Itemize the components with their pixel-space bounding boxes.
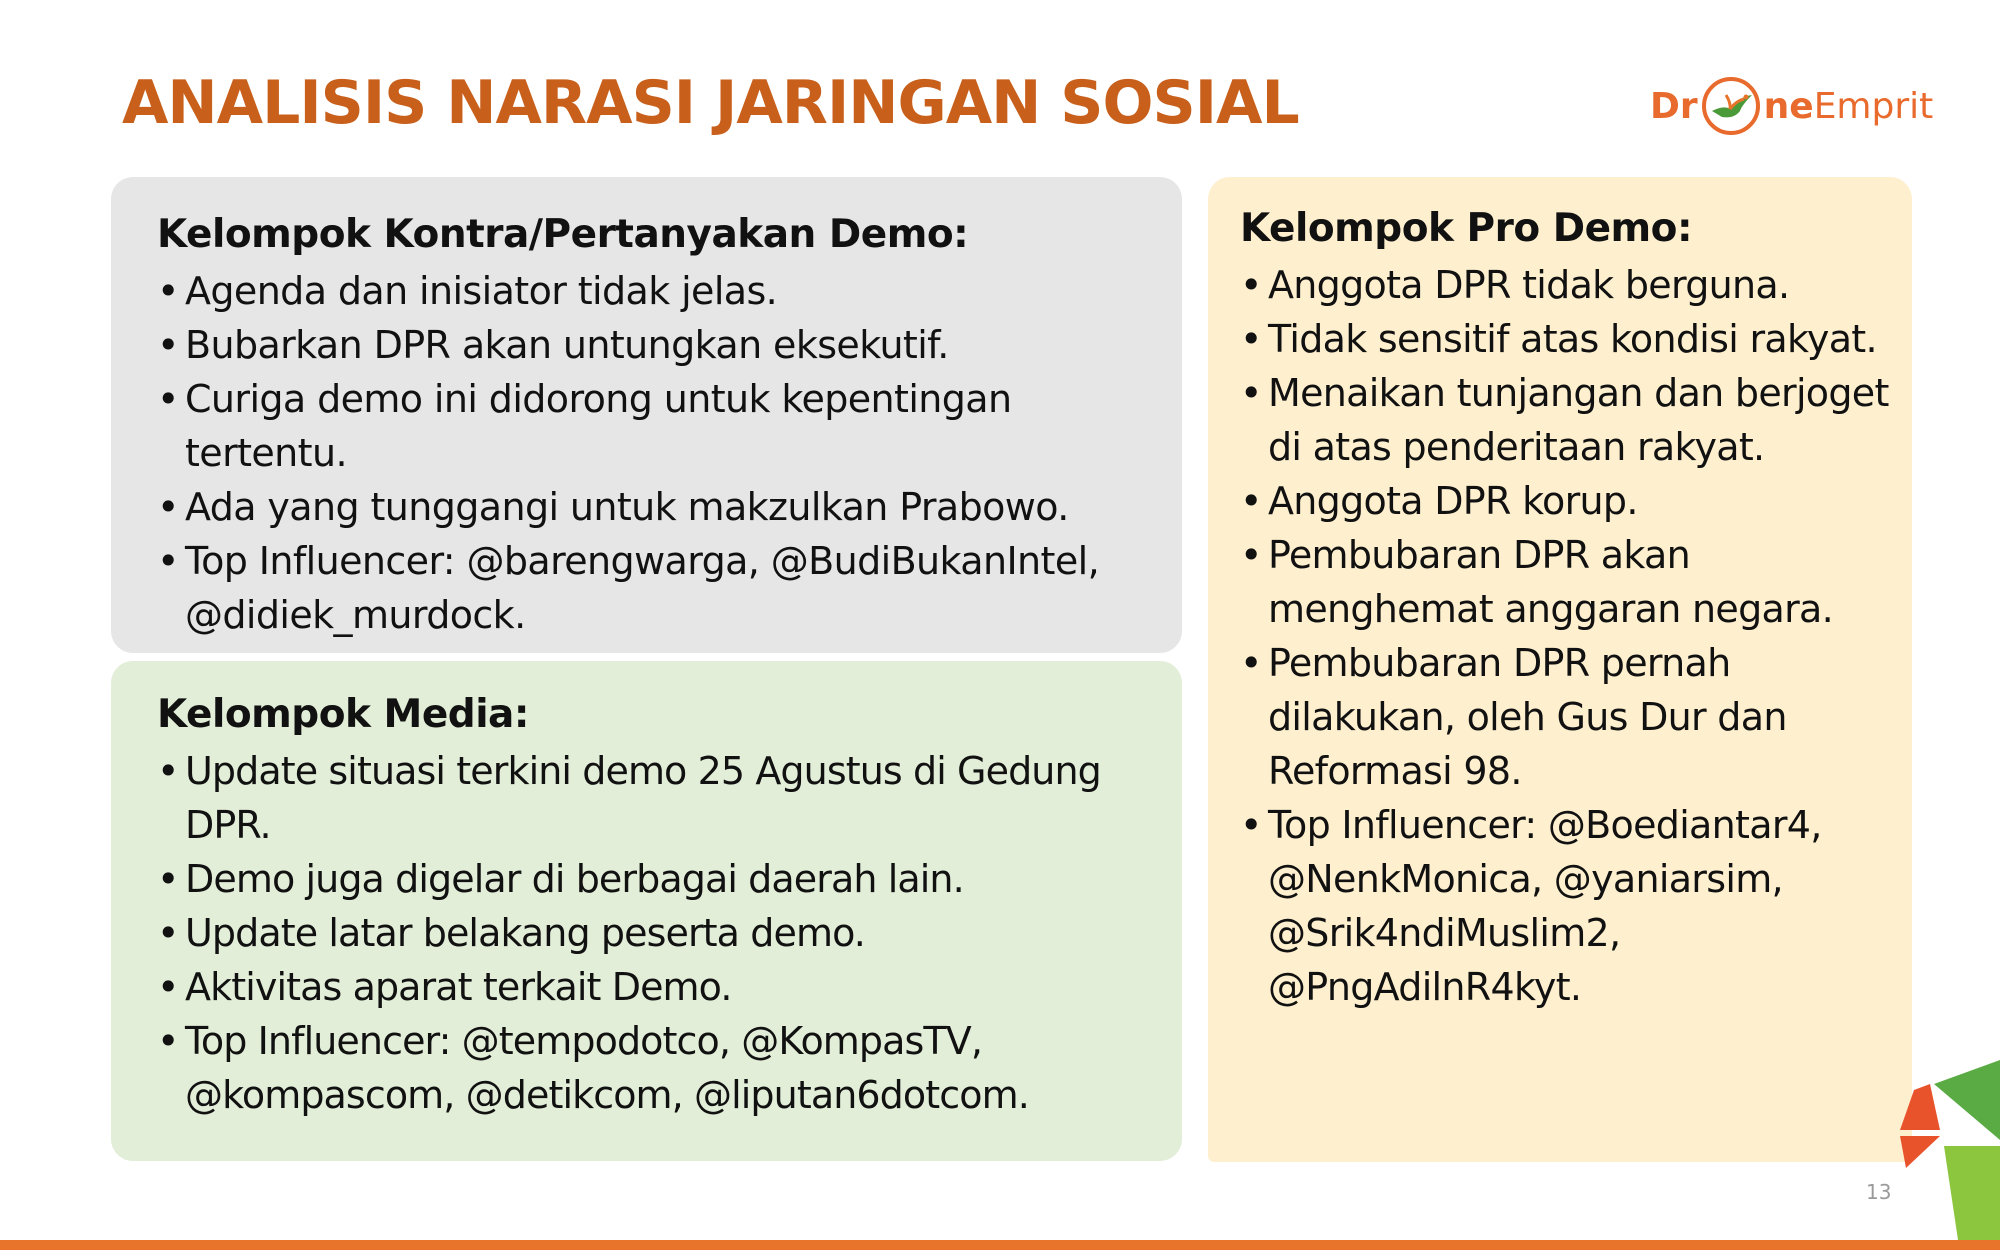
list-item: • Pembubaran DPR pernah dilakukan, oleh Gus Dur dan Reformasi 98. — [1240, 641, 1787, 793]
pro-group-panel — [1208, 177, 1912, 1162]
list-item: • Anggota DPR tidak berguna. — [1240, 263, 1790, 307]
list-item: • Update situasi terkini demo 25 Agustus di Gedung DPR. — [157, 749, 1101, 847]
media-list — [157, 744, 1162, 1122]
list-item: • Update latar belakang peserta demo. — [157, 911, 865, 955]
media-heading: Kelompok Media: — [157, 692, 529, 737]
logo-text-part3: Emprit — [1813, 85, 1934, 127]
list-item: • Top Influencer: @Boediantar4, @NenkMonica, @yaniarsim, @Srik4ndiMuslim2, @PngAdilnR4kyt. — [1240, 803, 1822, 1009]
media-group-panel — [111, 661, 1182, 1161]
logo-text-part1: Dr — [1650, 85, 1698, 127]
kontra-group-panel — [111, 177, 1182, 653]
page-number: 13 — [1866, 1180, 1892, 1204]
list-item: • Ada yang tunggangi untuk makzulkan Prabowo. — [157, 485, 1069, 529]
list-item: • Anggota DPR korup. — [1240, 479, 1638, 523]
corner-decoration-icon — [1900, 1050, 2000, 1240]
list-item: • Agenda dan inisiator tidak jelas. — [157, 269, 778, 313]
list-item: • Tidak sensitif atas kondisi rakyat. — [1240, 317, 1877, 361]
list-item: • Aktivitas aparat terkait Demo. — [157, 965, 732, 1009]
list-item: • Top Influencer: @tempodotco, @KompasTV, @kompascom, @detikcom, @liputan6dotcom. — [157, 1019, 1029, 1117]
list-item: • Top Influencer: @barengwarga, @BudiBukanIntel, @didiek_murdock. — [157, 539, 1100, 637]
kontra-heading: Kelompok Kontra/Pertanyakan Demo: — [157, 212, 969, 257]
drone-bird-icon — [1700, 75, 1762, 137]
drone-emprit-logo — [1650, 72, 1933, 140]
list-item: • Curiga demo ini didorong untuk kepentingan tertentu. — [157, 377, 1012, 475]
list-item: • Demo juga digelar di berbagai daerah lain. — [157, 857, 964, 901]
bottom-accent-bar — [0, 1240, 2000, 1250]
logo-text-part2: ne — [1763, 85, 1814, 127]
page-title: ANALISIS NARASI JARINGAN SOSIAL — [122, 68, 1299, 138]
pro-list — [1240, 258, 1902, 1014]
list-item: • Menaikan tunjangan dan berjoget di atas penderitaan rakyat. — [1240, 371, 1889, 469]
list-item: • Bubarkan DPR akan untungkan eksekutif. — [157, 323, 949, 367]
kontra-list — [157, 264, 1162, 642]
pro-heading: Kelompok Pro Demo: — [1240, 206, 1693, 251]
list-item: • Pembubaran DPR akan menghemat anggaran negara. — [1240, 533, 1833, 631]
